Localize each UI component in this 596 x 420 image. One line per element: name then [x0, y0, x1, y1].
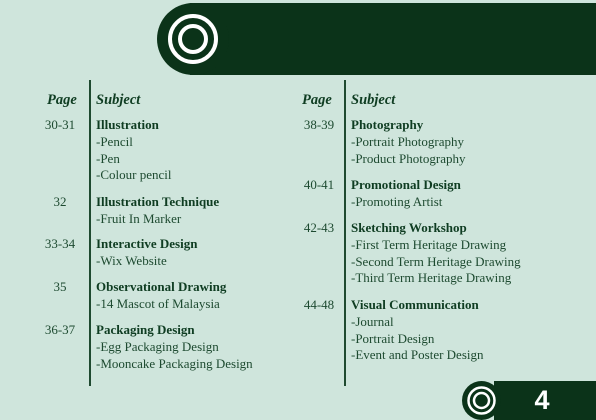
toc-item: -Second Term Heritage Drawing [351, 253, 521, 269]
toc-subject: Promotional Design [351, 177, 461, 192]
left-page-header: Page [47, 92, 77, 108]
toc-item: -Egg Packaging Design [96, 338, 219, 354]
toc-entry [96, 236, 197, 270]
toc-subject: Visual Communication [351, 297, 479, 312]
toc-item: -First Term Heritage Drawing [351, 236, 507, 252]
toc-item: -Wix Website [96, 252, 167, 268]
toc-item: -14 Mascot of Malaysia [96, 295, 220, 311]
toc-subject: Sketching Workshop [351, 220, 467, 235]
toc-item: -Third Term Heritage Drawing [351, 270, 512, 286]
right-subject-header: Subject [351, 92, 396, 108]
toc-entry [96, 279, 226, 313]
toc-subject: Packaging Design [96, 322, 195, 337]
toc-subject: Interactive Design [96, 236, 198, 251]
left-subject-header: Subject [96, 92, 141, 108]
right-column-divider [344, 80, 346, 386]
header-banner [190, 3, 596, 75]
toc-subject: Illustration [96, 117, 159, 132]
toc-page-number: 30-31 [44, 117, 76, 132]
toc-entry [351, 297, 484, 364]
toc-entry [96, 194, 219, 228]
right-page-header: Page [302, 92, 332, 108]
toc-subject: Observational Drawing [96, 279, 227, 294]
toc-item: -Product Photography [351, 150, 466, 166]
toc-subject: Photography [351, 117, 424, 132]
toc-entry [96, 322, 253, 372]
toc-item: -Pencil [96, 133, 133, 149]
toc-item: -Fruit In Marker [96, 210, 182, 226]
toc-page-number: 33-34 [44, 236, 76, 251]
toc-page-number: 32 [53, 194, 67, 209]
toc-item: -Pen [96, 150, 120, 166]
toc-page-number: 40-41 [303, 177, 335, 192]
left-column-divider [89, 80, 91, 386]
toc-page-number: 36-37 [44, 322, 76, 337]
toc-item: -Journal [351, 313, 394, 329]
toc-entry [351, 177, 461, 211]
toc-item: -Promoting Artist [351, 193, 443, 209]
toc-page-number: 44-48 [303, 297, 335, 312]
toc-entry [96, 117, 171, 184]
target-ring-icon [167, 13, 219, 65]
toc-entry [351, 117, 465, 167]
target-ring-icon [466, 385, 497, 416]
toc-item: -Colour pencil [96, 167, 172, 183]
toc-page-number: 38-39 [303, 117, 335, 132]
toc-item: -Event and Poster Design [351, 347, 484, 363]
toc-item: -Portrait Photography [351, 133, 465, 149]
toc-item: -Mooncake Packaging Design [96, 355, 253, 371]
toc-page-number: 42-43 [303, 220, 335, 235]
toc-entry [351, 220, 521, 287]
toc-subject: Illustration Technique [96, 194, 220, 209]
toc-page-number: 35 [53, 279, 67, 294]
page-number: 4 [534, 385, 550, 415]
toc-item: -Portrait Design [351, 330, 435, 346]
